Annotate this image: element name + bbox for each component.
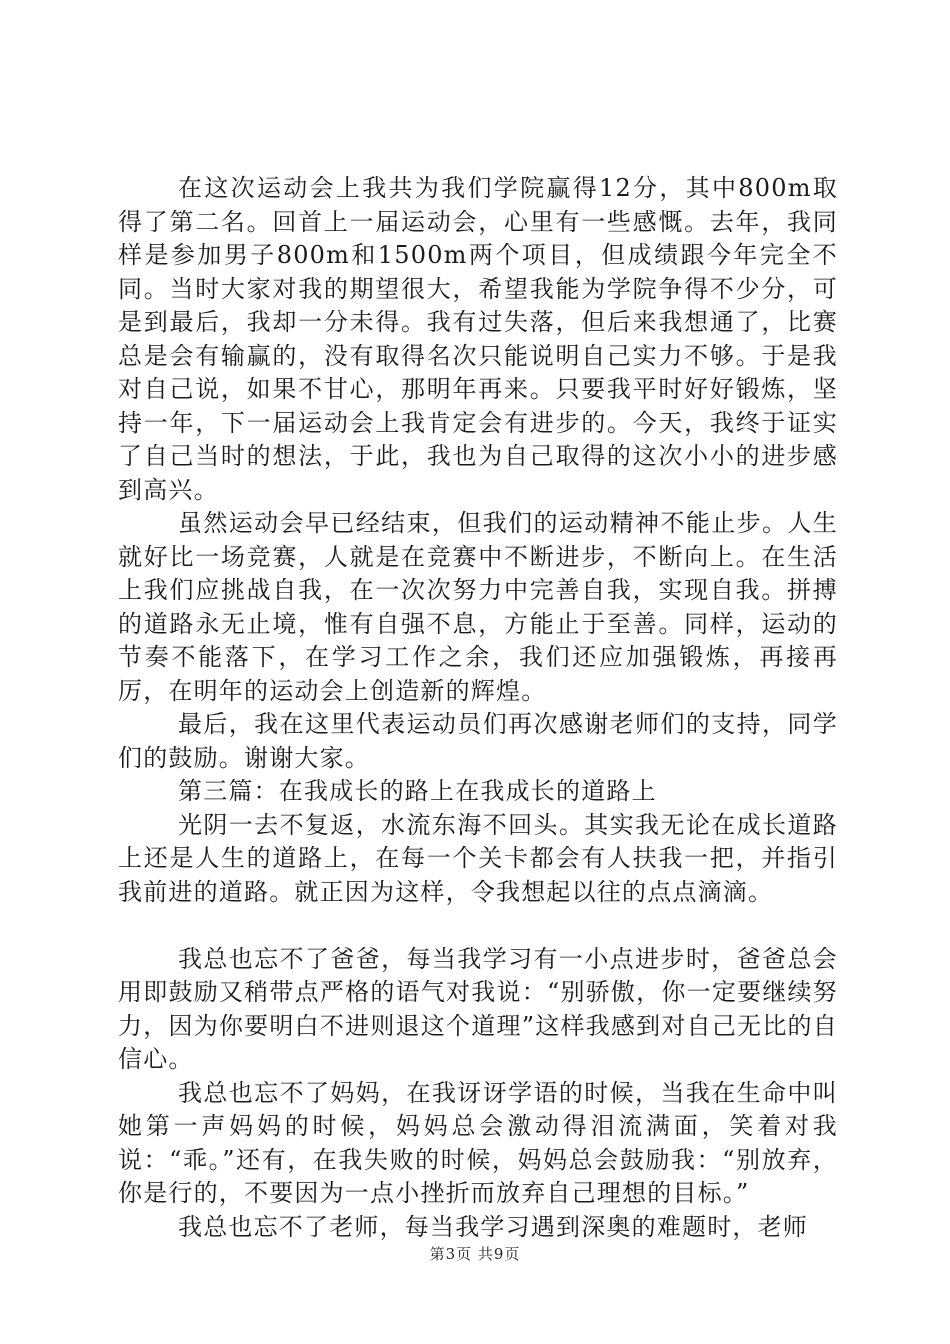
page-number-footer: 第3页 共9页 (429, 1245, 521, 1263)
document-body (118, 172, 838, 1244)
paragraph-sports-meet-result: 在这次运动会上我共为我们学院赢得12分，其中800m取得了第二名。回首上一届运动会，心里有一些感慨。去年，我同样是参加男子800m和1500m两个项目，但成绩跟今年完全不同。当时大家对我的期望很大，希望我能为学院争得不少分，可是到最后，我却一分未得。我有过失落，但后来我想通了，比赛总是会有输赢的，没有取得名次只能说明自己实力不够。于是我对自己说，如果不甘心，那明年再来。只要我平时好好锻炼，坚持一年，下一届运动会上我肯定会有进步的。今天，我终于证实了自己当时的想法，于此，我也为自己取得的这次小小的进步感到高兴。 (118, 174, 838, 504)
paragraph-mother: 我总也忘不了妈妈，在我讶讶学语的时候，当我在生命中叫她第一声妈妈的时候，妈妈总会激动得泪流满面，笑着对我说：“乖。”还有，在我失败的时候，妈妈总会鼓励我：“别放弃，你是行的，不要因为一点小挫折而放弃自己理想的目标。” (118, 1078, 838, 1207)
paragraph-teacher: 我总也忘不了老师，每当我学习遇到深奥的难题时，老师 (178, 1212, 808, 1241)
paragraph-time-passes: 光阴一去不复返，水流东海不回头。其实我无论在成长道路上还是人生的道路上，在每一个关卡都会有人扶我一把，并指引我前进的道路。就正因为这样，令我想起以往的点点滴滴。 (118, 810, 838, 906)
section-heading: 第三篇：在我成长的路上在我成长的道路上 (178, 777, 657, 805)
paragraph-thanks: 最后，我在这里代表运动员们再次感谢老师们的支持，同学们的鼓励。谢谢大家。 (118, 710, 838, 772)
paragraph-sports-spirit: 虽然运动会早已经结束，但我们的运动精神不能止步。人生就好比一场竞赛，人就是在竞赛中不断进步，不断向上。在生活上我们应挑战自我，在一次次努力中完善自我，实现自我。拼搏的道路永无止境，惟有自强不息，方能止于至善。同样，运动的节奏不能落下，在学习工作之余，我们还应加强锻炼，再接再厉，在明年的运动会上创造新的辉煌。 (118, 509, 838, 705)
paragraph-father: 我总也忘不了爸爸，每当我学习有一小点进步时，爸爸总会用即鼓励又稍带点严格的语气对我说：“别骄傲，你一定要继续努力，因为你要明白不进则退这个道理”这样我感到对自己无比的自信心。 (118, 944, 838, 1073)
